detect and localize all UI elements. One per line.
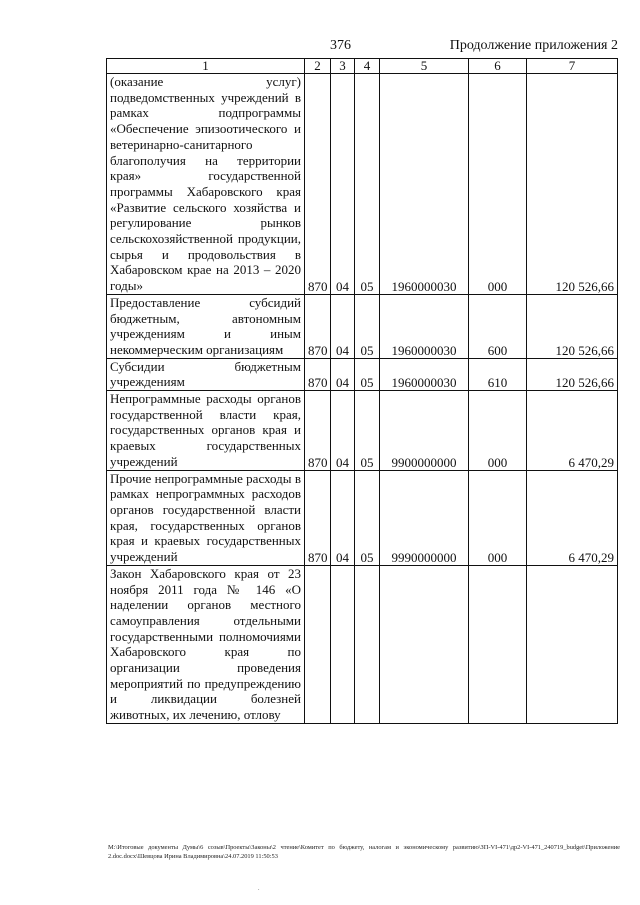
table-row <box>107 294 618 358</box>
cell-section: 04 <box>331 358 355 390</box>
cell-section: 04 <box>331 391 355 471</box>
column-header-row <box>107 59 618 74</box>
cell-target-article: 1960000030 <box>380 74 469 295</box>
cell-amount: 120 526,66 <box>527 74 618 295</box>
cell-target-article: 9900000000 <box>380 391 469 471</box>
row-description: Предоставление субсидий бюджетным, автономным учреждениям и иным некоммерческим организациям <box>107 294 305 358</box>
cell-ministry: 870 <box>305 358 331 390</box>
footer-file-path: M:\Итоговые документы Думы\6 созыв\Проекты\Законы\2 чтение\Комитет по бюджету, налогам и экономическому развитию\ЗП-VI-471\др2-VI-471_240719_budget\Приложение 2.doc.docx\Шевцова Ирина Владимировна\24.07.2019 11:50:53 <box>108 844 620 860</box>
cell-expense-type: 000 <box>469 470 527 565</box>
cell-subsection: 05 <box>355 358 380 390</box>
cell-subsection: 05 <box>355 470 380 565</box>
cell-ministry <box>305 565 331 723</box>
cell-section <box>331 565 355 723</box>
table-row <box>107 74 618 295</box>
column-header: 4 <box>355 59 380 74</box>
row-description: (оказание услуг) подведомственных учреждений в рамках подпрограммы «Обеспечение эпизоотического и ветеринарно-санитарного благополучия на территории края» государственной программы Хабаровского края «Развитие сельского хозяйства и регулирование рынков сельскохозяйственной продукции, сырья и продовольствия в Хабаровском крае на 2013 – 2020 годы» <box>107 74 305 295</box>
table-row <box>107 565 618 723</box>
cell-expense-type <box>469 565 527 723</box>
cell-amount <box>527 565 618 723</box>
cell-subsection: 05 <box>355 294 380 358</box>
budget-table <box>106 58 618 724</box>
column-header: 7 <box>527 59 618 74</box>
cell-target-article <box>380 565 469 723</box>
table-row <box>107 391 618 471</box>
cell-ministry: 870 <box>305 470 331 565</box>
cell-section: 04 <box>331 294 355 358</box>
cell-section: 04 <box>331 74 355 295</box>
row-description: Прочие непрограммные расходы в рамках непрограммных расходов органов государственной власти края, государственных органов края и краевых государственных учреждений <box>107 470 305 565</box>
cell-amount: 120 526,66 <box>527 358 618 390</box>
row-description: Субсидии бюджетным учреждениям <box>107 358 305 390</box>
cell-subsection <box>355 565 380 723</box>
cell-subsection: 05 <box>355 74 380 295</box>
column-header: 5 <box>380 59 469 74</box>
cell-section: 04 <box>331 470 355 565</box>
column-header: 3 <box>331 59 355 74</box>
cell-target-article: 9990000000 <box>380 470 469 565</box>
cell-expense-type: 000 <box>469 74 527 295</box>
table-row <box>107 358 618 390</box>
cell-ministry: 870 <box>305 294 331 358</box>
continuation-label: Продолжение приложения 2 <box>449 38 618 53</box>
cell-expense-type: 600 <box>469 294 527 358</box>
cell-subsection: 05 <box>355 391 380 471</box>
cell-expense-type: 000 <box>469 391 527 471</box>
cell-ministry: 870 <box>305 74 331 295</box>
cell-ministry: 870 <box>305 391 331 471</box>
column-header: 6 <box>469 59 527 74</box>
page-number: 376 <box>330 38 351 53</box>
cell-expense-type: 610 <box>469 358 527 390</box>
cell-amount: 6 470,29 <box>527 470 618 565</box>
table-row <box>107 470 618 565</box>
footer-dot: . <box>258 886 260 892</box>
column-header: 2 <box>305 59 331 74</box>
row-description: Закон Хабаровского края от 23 ноября 2011 года № 146 «О наделении органов местного самоуправления отдельными государственными полномочиями Хабаровского края по организации проведения мероприятий по предупреждению и ликвидации болезней животных, их лечению, отлову <box>107 565 305 723</box>
cell-target-article: 1960000030 <box>380 294 469 358</box>
cell-amount: 120 526,66 <box>527 294 618 358</box>
cell-amount: 6 470,29 <box>527 391 618 471</box>
cell-target-article: 1960000030 <box>380 358 469 390</box>
row-description: Непрограммные расходы органов государственной власти края, государственных органов края и краевых государственных учреждений <box>107 391 305 471</box>
column-header: 1 <box>107 59 305 74</box>
